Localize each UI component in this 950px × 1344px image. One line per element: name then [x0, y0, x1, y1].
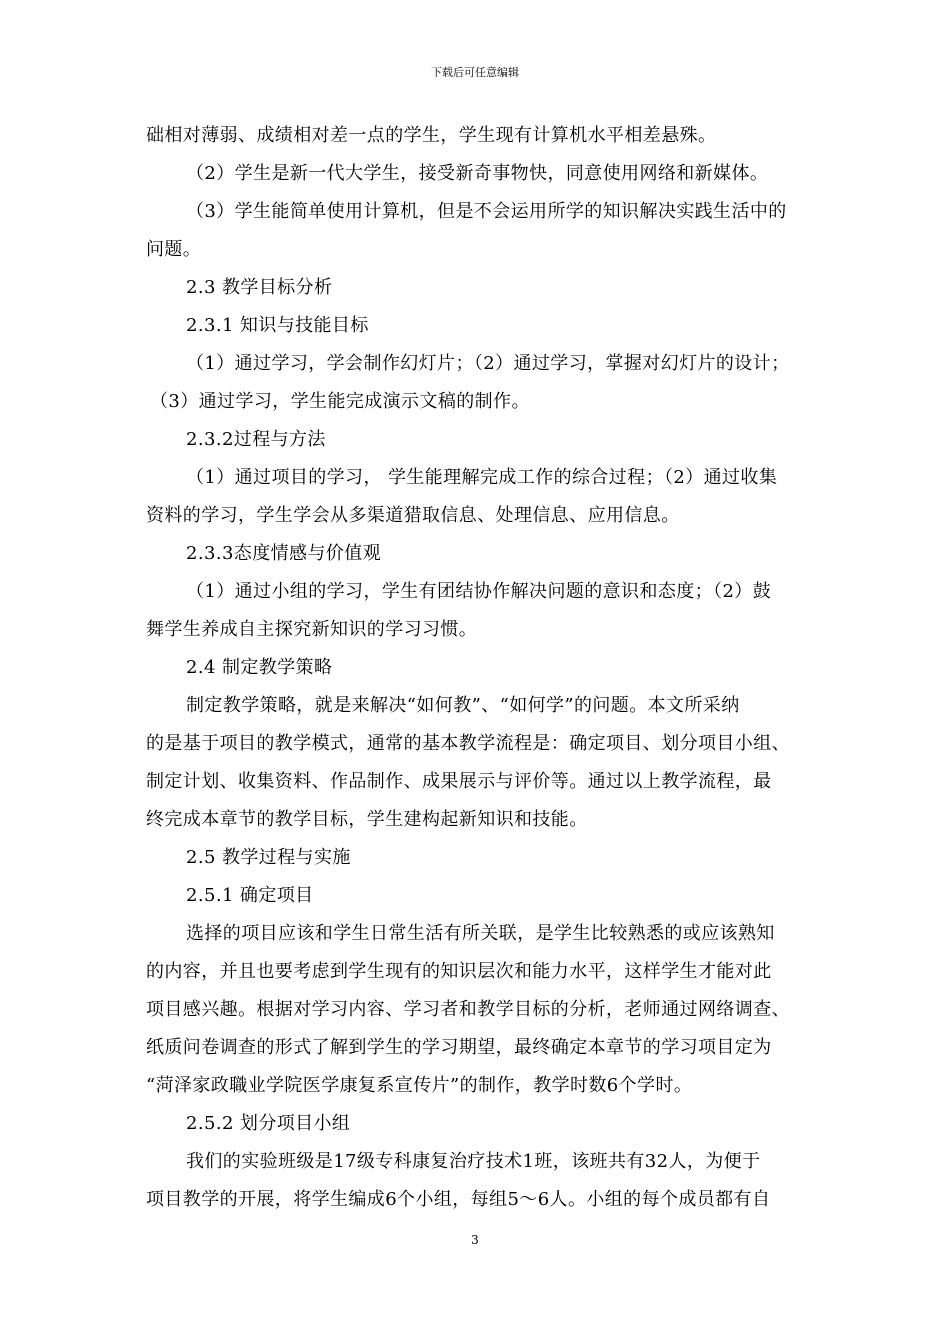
text-line-item-2: （2）学生是新一代大学生，接受新奇事物快，同意使用网络和新媒体。	[186, 163, 769, 184]
text-line-continuation: 问题。	[146, 239, 202, 260]
text-line: “菏泽家政職业学院医学康复系宣传片”的制作，教学时数6个学时。	[146, 1075, 693, 1096]
section-heading-2-3: 2.3 教学目标分析	[186, 277, 333, 298]
text-line: 的内容，并且也要考虑到学生现有的知识层次和能力水平，这样学生才能对此	[146, 961, 772, 982]
text-line-item-3: （3）学生能简单使用计算机，但是不会运用所学的知识解决实践生活中的	[186, 201, 787, 222]
text-line: 项目感兴趣。根据对学习内容、学习者和教学目标的分析，老师通过网络调查、	[146, 999, 790, 1020]
text-line: 资料的学习，学生学会从多渠道猎取信息、处理信息、应用信息。	[146, 505, 680, 526]
text-line: （1）通过学习，学会制作幻灯片；（2）通过学习，掌握对幻灯片的设计；	[186, 353, 790, 374]
subsection-heading-2-5-1: 2.5.1 确定项目	[186, 885, 314, 906]
text-line: 终完成本章节的教学目标，学生建构起新知识和技能。	[146, 809, 588, 830]
text-line: 项目教学的开展，将学生编成6个小组，每组5～6人。小组的每个成员都有自	[146, 1189, 771, 1210]
text-line-continuation: 础相对薄弱、成绩相对差一点的学生，学生现有计算机水平相差悬殊。	[146, 125, 717, 146]
subsection-heading-2-3-2: 2.3.2过程与方法	[186, 429, 326, 450]
subsection-heading-2-3-3: 2.3.3态度情感与价值观	[186, 543, 381, 564]
text-line: 纸质问卷调查的形式了解到学生的学习期望，最终确定本章节的学习项目定为	[146, 1037, 772, 1058]
section-heading-2-5: 2.5 教学过程与实施	[186, 847, 351, 868]
page-header: 下载后可任意编辑	[431, 66, 519, 79]
page-number: 3	[471, 1233, 479, 1247]
text-line: 制定教学策略，就是来解决“如何教”、“如何学”的问题。本文所采纳	[186, 695, 740, 716]
text-line: （1）通过小组的学习，学生有团结协作解决问题的意识和态度；（2）鼓	[186, 581, 772, 602]
text-line: 我们的实验班级是17级专科康复治疗技术1班，该班共有32人，为便于	[186, 1151, 761, 1172]
text-line: （3）通过学习，学生能完成演示文稿的制作。	[150, 391, 530, 412]
text-line: 的是基于项目的教学模式，通常的基本教学流程是：确定项目、划分项目小组、	[146, 733, 790, 754]
text-line: 选择的项目应该和学生日常生活有所关联，是学生比较熟悉的或应该熟知	[186, 923, 775, 944]
subsection-heading-2-5-2: 2.5.2 划分项目小组	[186, 1113, 351, 1134]
section-heading-2-4: 2.4 制定教学策略	[186, 657, 333, 678]
text-line: （1）通过项目的学习， 学生能理解完成工作的综合过程；（2）通过收集	[186, 467, 778, 488]
subsection-heading-2-3-1: 2.3.1 知识与技能目标	[186, 315, 369, 336]
text-line: 舞学生养成自主探究新知识的学习习惯。	[146, 619, 478, 640]
text-line: 制定计划、收集资料、作品制作、成果展示与评价等。通过以上教学流程，最	[146, 771, 772, 792]
